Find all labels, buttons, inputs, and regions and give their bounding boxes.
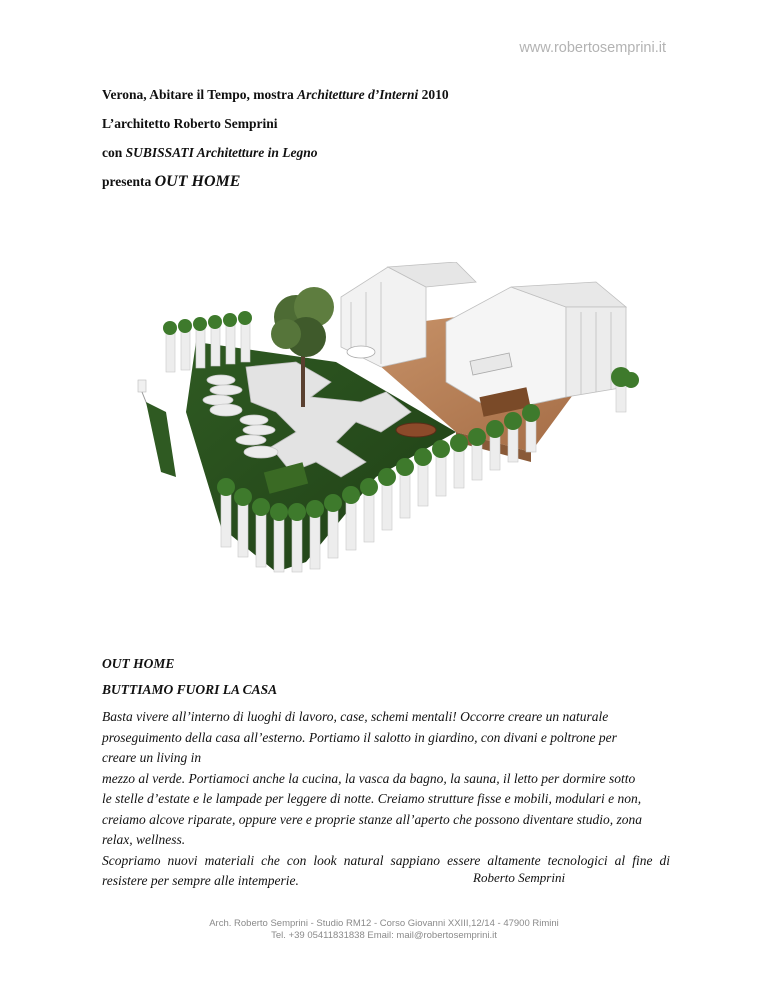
page-footer (0, 918, 768, 942)
article-line: le stelle d’estate e le lampade per leggere di notte. Creiamo strutture fisse e mobili, modulari e non, (102, 791, 642, 806)
partner-prefix: con (102, 145, 126, 160)
pavilion-right (446, 282, 626, 412)
project-render-image (126, 262, 666, 612)
article-title: OUT HOME (102, 656, 175, 671)
footer-contacts: Tel. +39 05411831838 Email: mail@robertosemprini.it (271, 930, 497, 941)
intro-block (102, 86, 682, 202)
article-subtitle: BUTTIAMO FUORI LA CASA (102, 682, 278, 697)
article (102, 655, 670, 892)
article-line: Basta vivere all’interno di luoghi di lavoro, case, schemi mentali! Occorre creare un naturale (102, 709, 609, 724)
article-paragraph: Scopriamo nuovi materiali che con look natural sappiano essere altamente tecnologici al fine di resistere per sempre alle intemperie. (102, 852, 670, 888)
article-line: creare un living in (102, 750, 202, 765)
lawn-strip (146, 402, 176, 477)
exhibition-year: 2010 (418, 87, 449, 102)
exhibition-title: Architetture d’Interni (297, 87, 419, 102)
project-name: OUT HOME (154, 173, 241, 190)
bathtub (347, 346, 375, 358)
presents-prefix: presenta (102, 174, 155, 189)
article-line: proseguimento della casa all’esterno. Portiamo il salotto in giardino, con divani e poltrone per (102, 729, 617, 745)
signature: Roberto Semprini (473, 870, 566, 885)
intro-line-partner (102, 144, 682, 162)
intro-line-presents (102, 173, 682, 191)
article-body (102, 707, 670, 892)
website-url: www.robertosemprini.it (519, 40, 666, 56)
article-line: mezzo al verde. Portiamoci anche la cucina, la vasca da bagno, la sauna, il letto per dormire sotto (102, 770, 636, 786)
exhibition-text: Verona, Abitare il Tempo, mostra (102, 87, 298, 102)
fire-pit (396, 423, 436, 437)
footer-address: Arch. Roberto Semprini - Studio RM12 - Corso Giovanni XXIII,12/14 - 47900 Rimini (209, 918, 559, 929)
intro-line-exhibition (102, 86, 682, 104)
intro-line-architect: L’architetto Roberto Semprini (102, 116, 278, 131)
partner-name: SUBISSATI Architetture in Legno (125, 145, 318, 160)
article-line: relax, wellness. (102, 832, 186, 847)
article-line: creiamo alcove riparate, oppure vere e proprie stanze all’aperto che possono diventare studio, zona (102, 811, 643, 827)
